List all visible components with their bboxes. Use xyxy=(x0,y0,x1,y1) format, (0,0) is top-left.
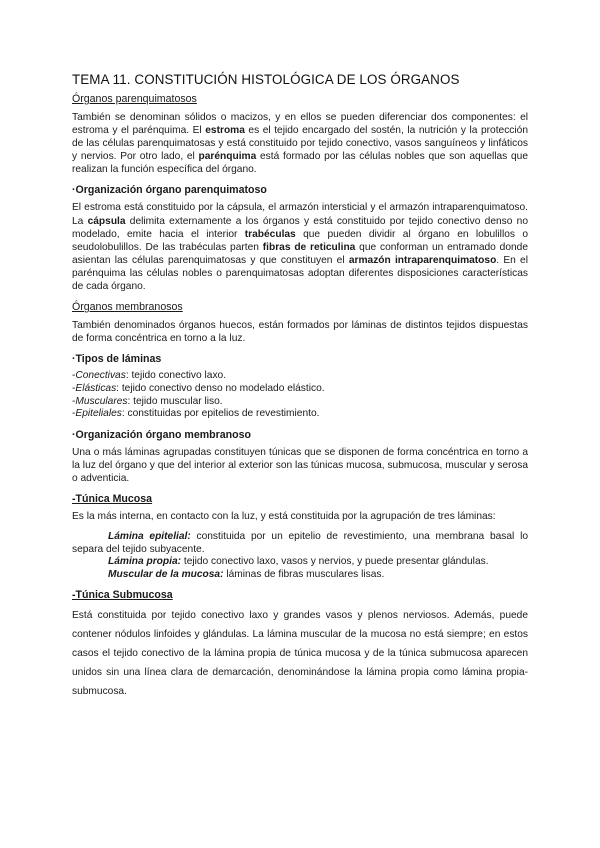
section-heading-organizacion-membranoso: ·Organización órgano membranoso xyxy=(72,428,251,441)
indent xyxy=(72,569,108,580)
lamina-epitelial xyxy=(72,531,528,556)
text-run: delimita externamente a los órganos y está constituido por tejido conectivo denso no modelado, emite hacia el interior xyxy=(72,215,528,240)
section-heading-tipos-laminas: ·Tipos de láminas xyxy=(72,353,162,366)
lamina-term: Lámina epitelial: xyxy=(108,531,191,543)
text-run: que pueden dividir al órgano en lobulillos o seudolobulillos. De las trabéculas parten xyxy=(72,228,529,253)
list-prefix: - xyxy=(72,395,76,407)
text-run: También se denominan sólidos o macizos, y en ellos se pueden diferenciar dos componentes: el estroma y el parénquima. El xyxy=(72,112,528,137)
indent xyxy=(72,556,108,567)
list-item xyxy=(72,383,528,396)
text-run: . En el parénquima las células nobles o parenquimatosas adoptan diferentes disposiciones características de cada órgano. xyxy=(72,254,528,293)
muscular-mucosa xyxy=(72,569,528,582)
term-armazon: armazón intraparenquimatoso xyxy=(348,254,497,266)
paragraph-tunica-submucosa: Está constituida por tejido conectivo laxo y grandes vasos y plenos nerviosos. Además, puede contener nódulos linfoides y glándulas. La lámina muscular de la mucosa no está siempre; en estos casos el tejido conectivo de la lámina propia de túnica mucosa y de la túnica submucosa aparecen unidos sin una línea clara de demarcación, denominándose la lámina propia como lámina propia-submucosa. xyxy=(72,610,528,698)
indent xyxy=(72,531,108,542)
term-estroma: estroma xyxy=(205,125,245,137)
laminas-list xyxy=(72,370,528,420)
term-trabeculas: trabéculas xyxy=(244,228,296,240)
section-heading-membranosos: Órganos membranosos xyxy=(72,301,183,314)
list-term: Epiteliales xyxy=(75,408,122,420)
term-capsula: cápsula xyxy=(87,215,126,227)
text-run: es el tejido encargado del sostén, la nutrición y la protección de las células parenquimatosas y está constituido por tejido conectivo, vasos sanguíneos y linfáticos y nervios. Por otro lado, el xyxy=(72,125,528,163)
lamina-text: constituida por un epitelio de revestimiento, una membrana basal lo separa del tejido subyacente. xyxy=(72,531,528,555)
text-run: El estroma está constituido por la cápsula, el armazón intersticial y el armazón intraparenquimatoso. La xyxy=(72,202,528,227)
list-item xyxy=(72,370,528,383)
list-prefix: - xyxy=(72,370,76,382)
text-run: que conforman un entramado donde asientan las células parenquimatosas y que constituyen el xyxy=(72,241,528,266)
term-fibras-reticulina: fibras de reticulina xyxy=(262,241,356,253)
section-heading-organizacion-parenquimatoso: ·Organización órgano parenquimatoso xyxy=(72,184,267,197)
mucosa-laminas xyxy=(72,531,528,581)
section-heading-tunica-submucosa: -Túnica Submucosa xyxy=(72,589,173,602)
section-heading-tunica-mucosa: -Túnica Mucosa xyxy=(72,492,153,505)
list-term: Elásticas xyxy=(75,382,117,394)
list-item xyxy=(72,396,528,409)
list-text: : tejido conectivo laxo. xyxy=(125,370,227,382)
text-run: está formado por las células nobles que son aquellas que realizan la función específica del órgano. xyxy=(72,151,528,176)
lamina-term: Muscular de la mucosa: xyxy=(108,568,224,580)
section-heading-parenquimatosos: Órganos parenquimatosos xyxy=(72,93,197,105)
lamina-term: Lámina propia: xyxy=(108,556,182,568)
term-parenquima: parénquima xyxy=(198,151,257,163)
list-text: : tejido muscular liso. xyxy=(127,395,223,407)
paragraph-membranosos: También denominados órganos huecos, están formados por láminas de distintos tejidos dispuestas de forma concéntrica en torno a la luz. xyxy=(72,320,528,345)
lamina-text: tejido conectivo laxo, vasos y nervios, y puede presentar glándulas. xyxy=(181,556,489,568)
lamina-text: láminas de fibras musculares lisas. xyxy=(223,568,385,580)
list-text: : tejido conectivo denso no modelado elástico. xyxy=(116,382,325,394)
paragraph-organizacion-membranoso: Una o más láminas agrupadas constituyen túnicas que se disponen de forma concéntrica en torno a la luz del órgano y que del interior al exterior son las túnicas mucosa, submucosa, muscular y serosa o adventicia. xyxy=(72,446,528,484)
list-term: Musculares xyxy=(75,395,128,407)
list-prefix: - xyxy=(72,382,76,394)
paragraph-parenquimatosos xyxy=(72,111,528,176)
list-text: : constituidas por epitelios de revestimiento. xyxy=(121,408,320,420)
paragraph-tunica-mucosa: Es la más interna, en contacto con la luz, y está constituida por la agrupación de tres láminas: xyxy=(72,510,496,522)
paragraph-organizacion-parenquimatoso xyxy=(72,201,528,293)
list-term: Conectivas xyxy=(75,370,126,382)
lamina-propia xyxy=(72,556,528,569)
page-title: TEMA 11. CONSTITUCIÓN HISTOLÓGICA DE LOS ÓRGANOS xyxy=(72,72,460,87)
list-prefix: - xyxy=(72,408,76,420)
list-item xyxy=(72,408,528,421)
